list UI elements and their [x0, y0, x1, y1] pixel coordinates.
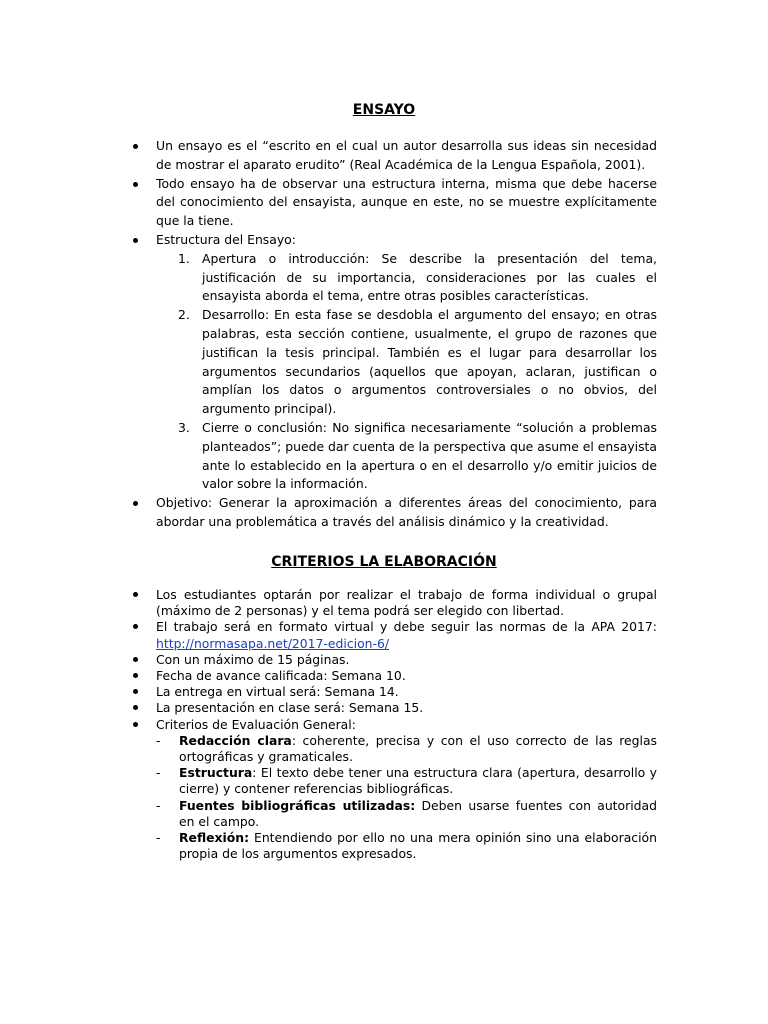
bullet-virtual-delivery: La entrega en virtual será: Semana 14. — [156, 684, 657, 700]
bullet-format — [156, 619, 657, 651]
criterios-bullet-list — [0, 587, 768, 733]
criterion-label: Reflexión: — [179, 830, 250, 846]
dash-marker: - — [156, 732, 161, 748]
criterion-text: Entendiendo por ello no una mera opinión sino una elaboración propia de los argumentos expresados. — [179, 830, 657, 862]
criterion-text: coherente, precisa y con el uso correcto de las reglas ortográficas y gramaticales. — [179, 732, 658, 765]
criterion-label: Estructura — [179, 765, 253, 781]
list-number: 2. — [178, 307, 190, 323]
criteria-dash-list — [0, 733, 768, 863]
list-number: 3. — [178, 419, 190, 435]
bullet-objective: Objetivo: Generar la aproximación a diferentes áreas del conocimiento, para abordar una problemática a través del análisis dinámico y la creatividad. — [156, 494, 657, 532]
criterion-sources — [156, 797, 657, 830]
criterion-separator: : — [252, 765, 257, 781]
bullet-internal-structure: Todo ensayo ha de observar una estructura interna, misma que debe hacerse del conocimiento del ensayista, aunque en este, no se muestre explícitamente que la tiene. — [156, 175, 657, 231]
list-item-text: Desarrollo: En esta fase se desdobla el argumento del ensayo; en otras palabras, esta sección contiene, usualmente, el grupo de razones que justifican la tesis principal. También es el lugar para desarrollar los argumentos secundarios (aquellos que apoyan, aclaran, justifican o amplían los datos o argumentos controversiales o no obvios, del argumento principal). — [202, 307, 657, 417]
criterion-label: Redacción clara — [179, 732, 292, 748]
criterion-separator: : — [291, 732, 296, 748]
dash-marker: - — [156, 765, 161, 781]
section-title-ensayo: ENSAYO — [352, 102, 416, 118]
list-item-text: Cierre o conclusión: No significa necesariamente “solución a problemas planteados”; puede dar cuenta de la perspectiva que asume el ensayista ante lo establecido en la apertura o en el desarrollo y/o emitir juicios de valor sobre la información. — [202, 419, 657, 492]
bullet-structure-heading: Estructura del Ensayo: — [156, 231, 657, 250]
criterion-text: El texto debe tener una estructura clara (apertura, desarrollo y cierre) y contener referencias bibliográficas. — [179, 765, 657, 797]
list-number: 1. — [178, 250, 190, 266]
list-item-text: Apertura o introducción: Se describe la presentación del tema, justificación de su importancia, consideraciones por las cuales el ensayista aborda el tema, entre otras posibles características. — [202, 250, 657, 304]
criterion-reflection — [156, 830, 657, 862]
structure-item-opening — [178, 250, 657, 306]
criterion-clear-writing — [156, 732, 658, 765]
bullet-max-pages: Con un máximo de 15 páginas. — [156, 652, 657, 668]
apa-norms-link[interactable]: http://normasapa.net/2017-edicion-6/ — [156, 635, 390, 651]
bullet-class-presentation: La presentación en clase será: Semana 15. — [156, 700, 657, 716]
ensayo-bullet-list — [0, 137, 768, 250]
bullet-progress-date: Fecha de avance calificada: Semana 10. — [156, 668, 657, 684]
structure-numbered-list — [0, 250, 768, 494]
structure-item-closing — [178, 419, 657, 494]
dash-marker: - — [156, 797, 161, 813]
criterios-section — [0, 587, 768, 862]
bullet-evaluation-criteria: Criterios de Evaluación General: — [156, 717, 657, 733]
criterion-text: Deben usarse fuentes con autoridad en el campo. — [179, 797, 657, 829]
dash-marker: - — [156, 830, 161, 846]
structure-item-development — [178, 306, 657, 419]
criterion-label: Fuentes bibliográficas utilizadas: — [179, 797, 416, 813]
bullet-definition: Un ensayo es el “escrito en el cual un autor desarrolla sus ideas sin necesidad de mostrar el aparato erudito” (Real Académica de la Lengua Española, 2001). — [156, 137, 657, 175]
format-text: El trabajo será en formato virtual y debe seguir las normas de la APA 2017: — [156, 619, 657, 635]
objective-bullet-list — [0, 494, 768, 532]
criterion-structure — [156, 765, 657, 797]
ensayo-section — [0, 137, 768, 532]
bullet-individual-or-group: Los estudiantes optarán por realizar el trabajo de forma individual o grupal (máximo de 2 personas) y el tema podrá ser elegido con libertad. — [156, 587, 657, 619]
section-title-criterios: CRITERIOS LA ELABORACIÓN — [271, 554, 497, 570]
